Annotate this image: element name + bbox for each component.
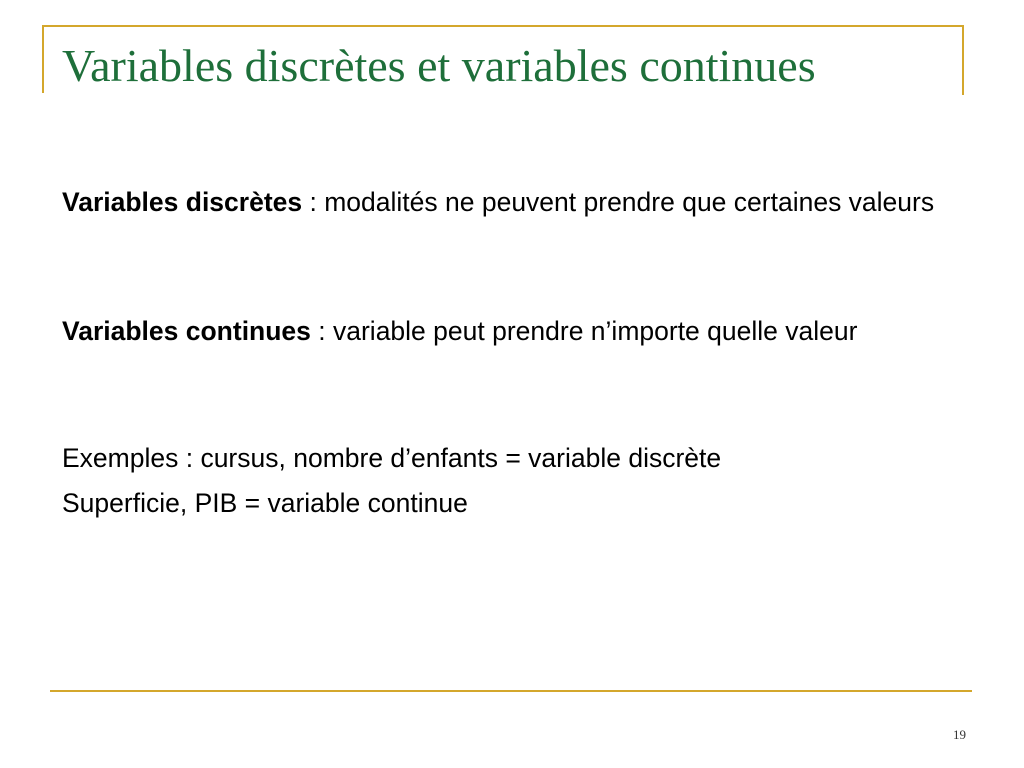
definition-continuous-text: : variable peut prendre n’importe quelle valeur [310, 316, 858, 346]
definition-continuous [62, 314, 978, 348]
example-line-discrete: Exemples : cursus, nombre d’enfants = variable discrète [62, 443, 722, 473]
frame-bottom-line [50, 690, 972, 692]
slide-title: Variables discrètes et variables continues [62, 40, 816, 91]
term-continuous: Variables continues [62, 316, 311, 346]
frame-top-line [42, 25, 964, 27]
definition-discrete-text: : modalités ne peuvent prendre que certaines valeurs [302, 187, 935, 217]
page-number: 19 [953, 727, 966, 742]
frame-right-line [962, 25, 964, 95]
frame-left-line [42, 25, 44, 93]
example-line-continuous: Superficie, PIB = variable continue [62, 488, 468, 518]
definition-discrete [62, 185, 978, 219]
term-discrete: Variables discrètes [62, 187, 303, 217]
